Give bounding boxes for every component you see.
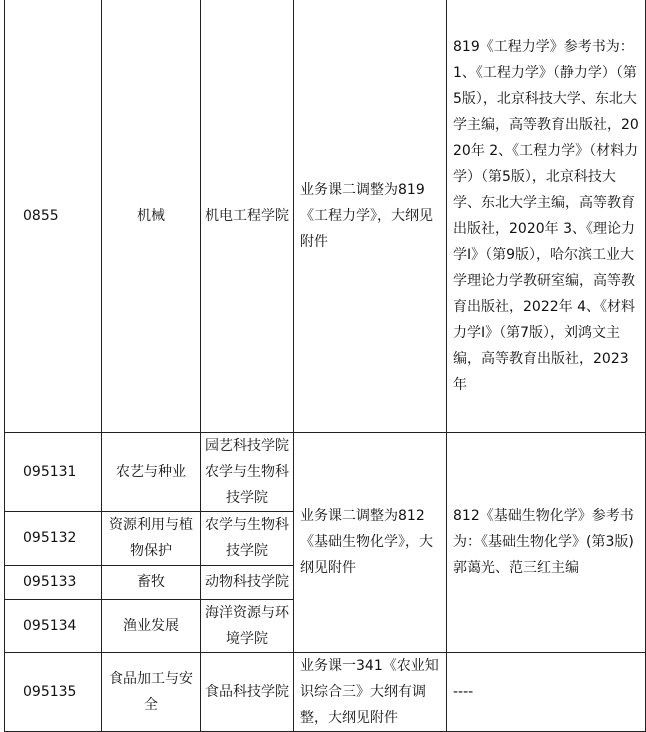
major-code-cell: 095135 bbox=[5, 652, 102, 731]
major-name-cell: 农艺与种业 bbox=[102, 432, 201, 511]
reference-books-cell: 812《基础生物化学》参考书为：《基础生物化学》(第3版)郭蔼光、范三红主编 bbox=[447, 432, 646, 652]
school-cell: 海洋资源与环境学院 bbox=[201, 599, 294, 652]
change-note-cell: 业务课二调整为819《工程力学》，大纲见附件 bbox=[294, 0, 447, 432]
table-row bbox=[5, 0, 646, 432]
table-row bbox=[5, 652, 646, 731]
major-code-cell: 0855 bbox=[5, 0, 102, 432]
major-code-cell: 095131 bbox=[5, 432, 102, 511]
change-note-cell: 业务课一341《农业知识综合三》大纲有调整，大纲见附件 bbox=[294, 652, 447, 731]
school-cell: 园艺科技学院 农学与生物科技学院 bbox=[201, 432, 294, 511]
major-name-cell: 渔业发展 bbox=[102, 599, 201, 652]
major-code-cell: 095134 bbox=[5, 599, 102, 652]
major-name-cell: 食品加工与安全 bbox=[102, 652, 201, 731]
table-row bbox=[5, 432, 646, 511]
change-note-cell: 业务课二调整为812《基础生物化学》，大纲见附件 bbox=[294, 432, 447, 652]
major-code-cell: 095132 bbox=[5, 511, 102, 565]
school-cell: 机电工程学院 bbox=[201, 0, 294, 432]
major-code-cell: 095133 bbox=[5, 565, 102, 599]
major-name-cell: 畜牧 bbox=[102, 565, 201, 599]
major-name-cell: 机械 bbox=[102, 0, 201, 432]
school-cell: 动物科技学院 bbox=[201, 565, 294, 599]
major-name-cell: 资源利用与植物保护 bbox=[102, 511, 201, 565]
reference-books-cell: 819《工程力学》参考书为：1、《工程力学》（静力学）（第5版），北京科技大学、东北大学主编，高等教育出版社，2020年 2、《工程力学》（材料力学）（第5版），北京科技大学、东北大学主编，高等教育出版社，2020年 3、《理论力学I》（第9版），哈尔滨工业大学理论力学教研室编，高等教育出版社，2022年 4、《材料力学I》（第7版），刘鸿文主编，高等教育出版社，2023年 bbox=[447, 0, 646, 432]
school-cell: 食品科技学院 bbox=[201, 652, 294, 731]
reference-books-cell: ---- bbox=[447, 652, 646, 731]
majors-table bbox=[4, 0, 646, 732]
school-cell: 农学与生物科技学院 bbox=[201, 511, 294, 565]
